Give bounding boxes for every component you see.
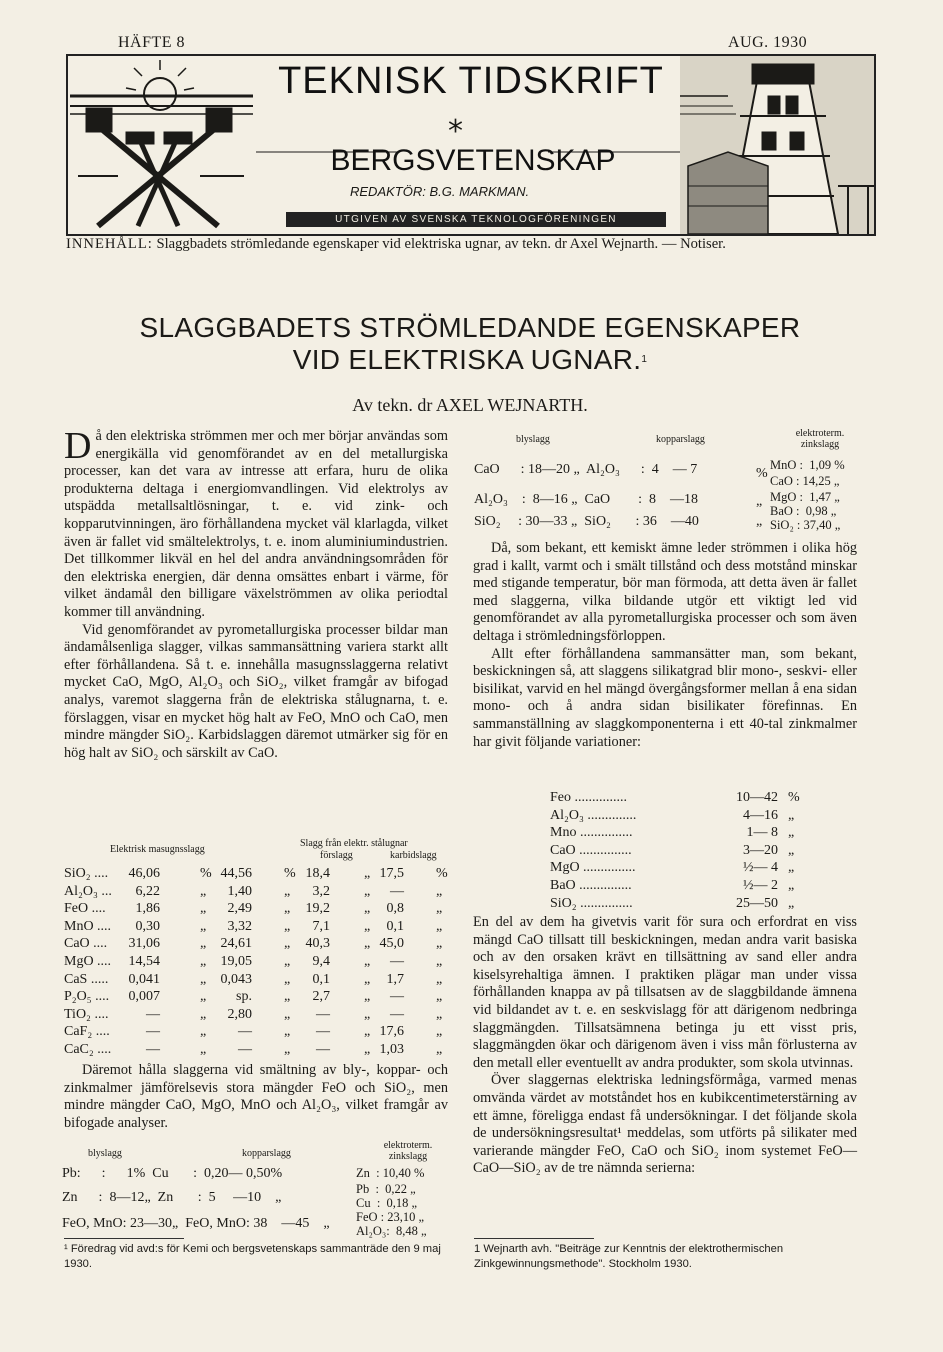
table-row-label: TiO₂ .... — [64, 1006, 109, 1022]
table-cell: „ — [200, 936, 207, 952]
table-cell: „ — [436, 918, 443, 934]
table-cell: 1,7 — [386, 971, 404, 987]
table-cell: „ — [364, 883, 371, 899]
table-header: Slagg från elektr. stålugnar — [300, 838, 408, 849]
title-line-2: VID ELEKTRISKA UGNAR. — [292, 344, 642, 375]
paragraph: Vid genomförandet av pyrometallurgiska processer bildar man ändamålsenliga slagger, vilkas sammansättning variera starkt allt efter förhållandena. Så t. e. innehålla masugnsslaggerna relativt mycket CaO, MgO, Al₂O₃ och SiO₂, vilket framgår av bifogad analys, varemot slaggerna från de elektriska stålugnarna, t. e. förslaggen, visar en mycket hög halt av FeO, MnO och CaO, men mindre mängder SiO₂. Karbidslaggen däremot utmärker sig för en hög halt av SiO₂ och särskilt av CaO. — [64, 621, 448, 761]
table-cell: % — [436, 866, 448, 881]
table-cell: „ — [364, 901, 371, 917]
footnote-rule — [474, 1238, 594, 1239]
variation-label: Al₂O₃ .............. — [550, 807, 637, 823]
table-cell: % — [284, 866, 296, 881]
table-cell: 19,2 — [305, 901, 330, 917]
footnote-left: ¹ Föredrag vid avd:s för Kemi och bergsvetenskaps sammanträde den 9 maj 1930. — [64, 1243, 441, 1270]
table-row-label: MnO .... — [64, 918, 112, 934]
paragraph: Däremot hålla slaggerna vid smältning av bly-, koppar- och zinkmalmer jämförelsevis stora mängder FeO och SiO₂, men mindre mängder CaO, MgO, MnO och Al₂O₃, vilket framgår av bifogade analyser. — [64, 1062, 448, 1131]
issue-date: AUG. 1930 — [728, 34, 808, 51]
table-cell: „ — [284, 901, 291, 917]
variation-value: „ — [788, 860, 795, 876]
table-row-label: CaS ..... — [64, 971, 109, 987]
table-cell: 31,06 — [128, 936, 160, 952]
table-cell: 7,1 — [312, 918, 330, 934]
table-header: blyslagg — [88, 1148, 122, 1159]
table-cell: „ — [436, 1024, 443, 1040]
publisher-band: UTGIVEN AV SVENSKA TEKNOLOGFÖRENINGEN — [286, 212, 666, 227]
variation-value: ½— 4 — [743, 860, 778, 876]
table-cell: „ — [436, 1006, 443, 1022]
variation-label: Mno ............... — [550, 825, 633, 841]
table-cell: 44,56 — [220, 866, 252, 881]
table-cell: 6,22 — [135, 883, 160, 899]
title-line-1: SLAGGBADETS STRÖMLEDANDE EGENSKAPER — [139, 312, 801, 343]
table-cell: 2,7 — [312, 989, 330, 1005]
contents-text: Slaggbadets strömledande egenskaper vid elektriska ugnar, av tekn. dr Axel Wejnarth. — Notiser. — [156, 236, 726, 252]
table-row: CaO : 14,25 „ — [770, 474, 840, 488]
table-header: blyslagg — [516, 434, 550, 445]
table-cell: „ — [284, 1042, 291, 1057]
table-cell: „ — [364, 1024, 371, 1040]
table-cell: „ — [200, 1024, 207, 1040]
table-cell: 0,30 — [135, 918, 160, 934]
masthead — [66, 54, 876, 236]
table-cell: 0,8 — [386, 901, 404, 917]
variations-list — [550, 790, 810, 914]
table-cell: „ — [364, 1006, 371, 1022]
title-footnote-mark: 1 — [641, 354, 648, 365]
table-cell: „ — [436, 971, 443, 987]
table-cell: „ — [436, 883, 443, 899]
table-cell: 17,5 — [379, 866, 404, 881]
table-row: Zn : 8—12„ Zn : 5 —10 „ — [62, 1190, 282, 1205]
unit-mark: „ — [756, 494, 763, 509]
unit-mark: „ — [756, 514, 763, 529]
variation-label: SiO₂ ............... — [550, 895, 633, 911]
table-header: Elektrisk masugnsslagg — [110, 844, 205, 855]
table-cell: „ — [284, 1006, 291, 1022]
table-cell: „ — [364, 954, 371, 969]
paragraph: Då, som bekant, ett kemiskt ämne leder strömmen i olika hög grad i kallt, varmt och i smält tillstånd och dess motstånd minskar med stigande temperatur, bör man förmoda, att detta även är fallet med slaggerna, vilka bildande utgör ett viktigt led vid genomförandet av alla pyrometallurgiska processer och som även deltaga i strömledningsförloppen. — [473, 540, 857, 644]
table-row-label: Al₂O₃ ... — [64, 883, 112, 899]
table-row: MgO : 1,47 „ — [770, 490, 840, 504]
table-cell: „ — [436, 989, 443, 1005]
table-cell: „ — [364, 971, 371, 987]
table-row: Al₂O₃: 8,48 „ — [356, 1224, 427, 1238]
paragraph-text: å den elektriska strömmen mer och mer börjar användas som energikälla vid genomförandet av en del metallurgiska processer, kan det vara av intresse att erfara, huru de olika produkterna deltaga i energiomvandlingen. Vid elektrolys av utspädda metallsaltlösningar, t. e. vid zink- och kopparutvinningen, äro förhållandena mycket väl klarlagda, vilket även är fallet vid smältelektrolys, t. e. inom aluminiumindustrien. Det tillkommer likväl en hel del andra användningsområden för den elektriska energien, där denna omsättes enbart i värme, för vilket ändamål den billigare växelströmmen av olika periodtal kommer till användning. — [64, 428, 448, 620]
table-row: Pb : 0,22 „ — [356, 1182, 416, 1196]
slag-analysis-table — [64, 838, 454, 1060]
journal-title: TEKNISK TIDSKRIFT — [278, 60, 664, 102]
table-header: karbidslagg — [390, 850, 437, 861]
paragraph: Allt efter förhållandena sammansätter man, som bekant, beskickningen så, att slaggens silikatgrad blir mono-, seskvi- eller bisilikat, varvid en hel mängd övergångsformer mellan å ena sidan mono- och å andra sidan bisilikater förefinnas. En sammanställning av slaggkomponenterna i ett 40-tal zinkmalmer har givit följande variationer: — [473, 645, 857, 750]
table-cell: „ — [200, 918, 207, 934]
mine-headframe-illustration — [680, 56, 874, 234]
star-ornament: * — [448, 114, 463, 149]
table-cell: „ — [200, 901, 207, 917]
table-cell: „ — [364, 1042, 371, 1057]
table-cell: 46,06 — [128, 866, 160, 881]
variation-value: „ — [788, 807, 795, 823]
table-cell: „ — [200, 883, 207, 899]
table-cell: — — [238, 1024, 252, 1040]
table-cell: „ — [200, 1006, 207, 1022]
article-title — [60, 312, 880, 376]
table-cell: 3,2 — [312, 883, 330, 899]
left-column — [64, 425, 448, 762]
table-row-label: SiO₂ .... — [64, 866, 109, 881]
table-cell: „ — [364, 866, 371, 881]
slag-composition-table — [474, 428, 866, 534]
paragraph: Över slaggernas elektriska ledningsförmåga, varmed menas omvända värdet av motståndet hos en kubikcentimeterstärning av ett ämne, föreligga endast få undersökningar. I det följande skola de undersökningsresultat¹ meddelas, som utförts på silikater med varierande mängder FeO, CaO och SiO₂ inom systemet FeO—CaO—SiO₂ av de tre nämnda serierna: — [473, 1072, 857, 1177]
table-of-contents — [66, 236, 876, 253]
table-row-label: P₂O₅ .... — [64, 989, 110, 1005]
table-cell: — — [146, 1024, 160, 1040]
table-cell: — — [316, 1024, 330, 1040]
table-row: FeO : 23,10 „ — [356, 1210, 425, 1224]
table-cell: — — [390, 954, 404, 969]
variation-value: „ — [788, 842, 795, 858]
variation-value: „ — [788, 878, 795, 893]
table-row: Cu : 0,18 „ — [356, 1196, 418, 1210]
table-row: BaO : 0,98 „ — [770, 504, 837, 518]
table-cell: „ — [364, 989, 371, 1005]
table-cell: — — [146, 1042, 160, 1057]
table-cell: — — [390, 883, 404, 899]
variation-value: 1— 8 — [746, 825, 778, 841]
contents-label: INNEHÅLL: — [66, 236, 153, 252]
table-cell: 1,86 — [135, 901, 160, 917]
table-cell: — — [390, 1006, 404, 1022]
table-cell: — — [316, 1042, 330, 1057]
variation-label: BaO ............... — [550, 878, 632, 893]
table-row: Zn : 10,40 % — [356, 1166, 425, 1180]
table-header: kopparslagg — [656, 434, 705, 445]
table-row-label: CaO .... — [64, 936, 108, 952]
footnote-right: 1 Wejnarth avh. "Beiträge zur Kenntnis der elektrothermischen Zinkgewinnungsmethode". Stockholm 1930. — [474, 1243, 784, 1270]
table-cell: sp. — [236, 989, 252, 1005]
table-cell: „ — [284, 918, 291, 934]
variation-value: 3—20 — [743, 842, 778, 858]
table-cell: — — [146, 1006, 160, 1022]
table-cell: „ — [200, 954, 207, 969]
table-row: SiO₂ : 37,40 „ — [770, 518, 841, 532]
table-cell: 2,80 — [227, 1006, 252, 1022]
metal-slag-table — [62, 1140, 454, 1236]
paragraph — [64, 425, 448, 622]
table-cell: „ — [364, 936, 371, 952]
table-cell: — — [390, 989, 404, 1005]
variation-label: CaO ............... — [550, 842, 632, 858]
table-cell: — — [316, 1006, 330, 1022]
table-header: förslagg — [320, 850, 353, 861]
variation-label: MgO ............... — [550, 860, 636, 876]
table-header: kopparslagg — [242, 1148, 291, 1159]
table-row: Al₂O₃ : 8—16 „ CaO : 8 —18 — [474, 492, 699, 507]
table-row-label: MgO .... — [64, 954, 112, 969]
torches-hammers-emblem — [70, 60, 253, 226]
table-cell: 1,03 — [379, 1042, 404, 1057]
variation-value: 10—42 — [736, 790, 778, 805]
table-row: FeO, MnO: 23—30„ FeO, MnO: 38 —45 „ — [62, 1216, 330, 1231]
table-cell: „ — [436, 901, 443, 917]
table-cell: „ — [436, 936, 443, 952]
table-row: Pb: : 1% Cu : 0,20— 0,50% — [62, 1166, 283, 1181]
article-byline: Av tekn. dr AXEL WEJNARTH. — [352, 395, 588, 415]
variation-value: ½— 2 — [743, 878, 778, 893]
table-cell: 40,3 — [305, 936, 330, 952]
table-row: CaO : 18—20 „ Al₂O₃ : 4 — 7 — [474, 462, 698, 477]
table-cell: 0,1 — [312, 971, 330, 987]
table-header: elektroterm. zinkslagg — [383, 1140, 433, 1162]
variation-label: Feo ............... — [550, 790, 627, 805]
variation-value: % — [788, 790, 800, 805]
footnote-rule — [64, 1238, 184, 1239]
table-cell: „ — [284, 989, 291, 1005]
variation-value: 4—16 — [743, 807, 778, 823]
table-cell: 19,05 — [220, 954, 252, 969]
table-cell: 1,40 — [227, 883, 252, 899]
table-cell: „ — [436, 1042, 443, 1057]
table-cell: 17,6 — [379, 1024, 404, 1040]
right-column-continued — [473, 914, 857, 1178]
table-row: SiO₂ : 30—33 „ SiO₂ : 36 —40 — [474, 514, 699, 529]
variation-value: „ — [788, 825, 795, 841]
table-cell: 0,043 — [220, 971, 252, 987]
table-row-label: CaC₂ .... — [64, 1042, 112, 1057]
table-header: elektroterm. zinkslagg — [795, 428, 845, 450]
table-cell: 0,1 — [386, 918, 404, 934]
unit-mark: % — [756, 466, 768, 481]
table-cell: 0,007 — [128, 989, 160, 1005]
issue-number: HÄFTE 8 — [118, 34, 186, 51]
variation-value: „ — [788, 895, 795, 911]
table-cell: 9,4 — [312, 954, 330, 969]
journal-section: BERGSVETENSKAP — [330, 144, 616, 177]
table-row-label: CaF₂ .... — [64, 1024, 110, 1040]
table-cell: „ — [200, 1042, 207, 1057]
editor-line: REDAKTÖR: B.G. MARKMAN. — [350, 184, 530, 199]
table-cell: 18,4 — [305, 866, 330, 881]
table-cell: — — [238, 1042, 252, 1057]
table-row: MnO : 1,09 % — [770, 458, 845, 472]
table-cell: „ — [284, 936, 291, 952]
table-cell: % — [200, 866, 212, 881]
table-cell: „ — [200, 971, 207, 987]
table-cell: 0,041 — [128, 971, 160, 987]
table-cell: „ — [284, 971, 291, 987]
variation-value: 25—50 — [736, 895, 778, 911]
table-cell: 14,54 — [128, 954, 160, 969]
drop-cap: D — [64, 425, 92, 467]
table-cell: 3,32 — [227, 918, 252, 934]
table-cell: „ — [284, 954, 291, 969]
table-cell: „ — [200, 989, 207, 1005]
table-cell: 45,0 — [379, 936, 404, 952]
table-row-label: FeO .... — [64, 901, 106, 917]
table-cell: 24,61 — [220, 936, 252, 952]
table-cell: „ — [284, 883, 291, 899]
table-cell: „ — [436, 954, 443, 969]
table-cell: „ — [284, 1024, 291, 1040]
table-cell: 2,49 — [227, 901, 252, 917]
paragraph: En del av dem ha givetvis varit för sura och erfordrat en viss mängd CaO tillsatt till beskickningen, medan andra varit basiska och av den orsaken krävt en tillsättning av sand eller andra kiselsyrehaltiga ämnen. I praktiken plägar man under vissa förhållanden knappa av på tillsatsen av de slaggbildande ämnena vid bildandet av t. e. en seskvislagg för att därigenom nedbringa slaggmängden. Tillsatsämnena betinga ju ett visst pris, slaggmängden ökar och därigenom även i viss mån förlusterna av den metall eller eventuellt av andra produkter, som skola utvinnas. — [473, 914, 857, 1071]
table-cell: „ — [364, 918, 371, 934]
right-column — [473, 540, 857, 751]
